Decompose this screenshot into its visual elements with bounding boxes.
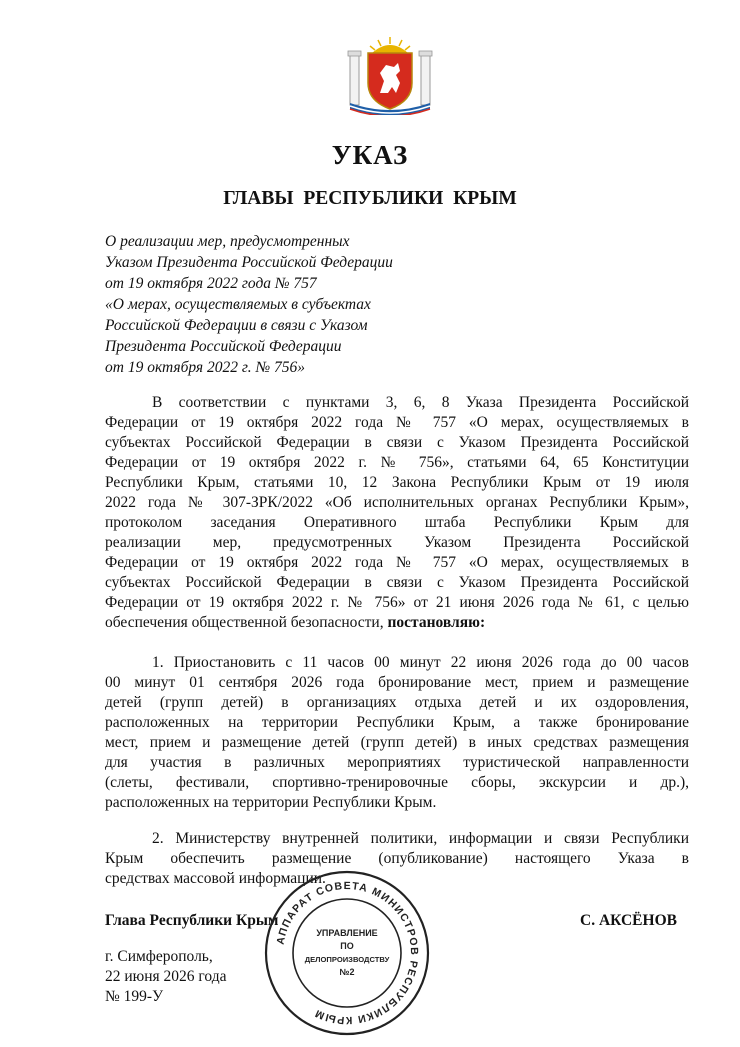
subject-line: от 19 октября 2022 года № 757: [105, 275, 317, 292]
subject-line: от 19 октября 2022 г. № 756»: [105, 359, 305, 376]
subject-line: Указом Президента Российской Федерации: [105, 254, 393, 271]
crimea-coat-of-arms-icon: [344, 37, 436, 115]
preamble-line: Федерации от 19 октября 2022 года № 757 «О мерах, осуществляемых в: [105, 554, 689, 571]
stamp-line: ДЕЛОПРОИЗВОДСТВУ: [304, 955, 390, 964]
subject-line: «О мерах, осуществляемых в субъектах: [105, 296, 371, 313]
preamble-line: Федерации от 19 октября 2022 года № 757 «О мерах, осуществляемых в: [105, 414, 689, 431]
place-line: г. Симферополь,: [105, 948, 213, 965]
item-1-line: (слеты, фестивали, спортивно-тренировочные сборы, экскурсии и др.),: [105, 774, 689, 791]
preamble-last-text: обеспечения общественной безопасности,: [105, 614, 388, 631]
preamble-line: 2022 года № 307-ЗРК/2022 «Об исполнительных органах Республики Крым»,: [105, 494, 689, 511]
item-1-line: 00 минут 01 сентября 2026 года бронирование мест, прием и размещение: [105, 674, 689, 691]
item-2-line: Крым обеспечить размещение (опубликование) настоящего Указа в: [105, 850, 689, 867]
place-date-number: [105, 947, 226, 1007]
item-1-line: 1. Приостановить с 11 часов 00 минут 22 июня 2026 года до 00 часов: [152, 654, 689, 671]
number-line: № 199-У: [105, 988, 164, 1005]
svg-text:АППАРАТ СОВЕТА МИНИСТРОВ РЕСПУ: [275, 880, 421, 1026]
document-title: УКАЗ: [331, 140, 409, 170]
subject-line: Российской Федерации в связи с Указом: [105, 317, 368, 334]
item-2-line: 2. Министерству внутренней политики, информации и связи Республики: [152, 830, 689, 847]
preamble-paragraph: [105, 393, 689, 633]
preamble-line: Республики Крым, статьями 10, 12 Закона Республики Крым от 19 июля: [105, 474, 689, 491]
document-subject: [105, 231, 393, 378]
subject-line: Президента Российской Федерации: [105, 338, 342, 355]
stamp-line: УПРАВЛЕНИЕ: [316, 928, 378, 938]
subject-line: О реализации мер, предусмотренных: [105, 233, 350, 250]
preamble-line: субъектах Российской Федерации в связи с Указом Президента Российской: [105, 574, 689, 591]
official-stamp: [262, 868, 432, 1038]
document-subtitle: ГЛАВЫ РЕСПУБЛИКИ КРЫМ: [223, 188, 517, 209]
stamp-line: №2: [339, 967, 355, 977]
decree-verb: постановляю:: [387, 614, 486, 631]
item-1-line: расположенных на территории Республики Крым, а также бронирование: [105, 714, 689, 731]
preamble-line-last: [105, 613, 689, 633]
date-line: 22 июня 2026 года: [105, 968, 227, 985]
stamp-ring-text: АППАРАТ СОВЕТА МИНИСТРОВ РЕСПУБЛИКИ КРЫМ: [274, 879, 421, 1027]
item-1-line: расположенных на территории Республики Крым.: [105, 794, 437, 811]
signer-position: Глава Республики Крым: [105, 912, 279, 929]
item-2-line: средствах массовой информации.: [105, 870, 326, 887]
preamble-line: протоколом заседания Оперативного штаба Республики Крым для: [105, 514, 689, 531]
preamble-line: В соответствии с пунктами 3, 6, 8 Указа Президента Российской: [152, 394, 689, 411]
item-1-line: для участия в различных мероприятиях туристической направленности: [105, 754, 689, 771]
item-1-line: мест, прием и размещение детей (групп детей) в иных средствах размещения: [105, 734, 689, 751]
signer-name: С. АКСЁНОВ: [580, 912, 677, 929]
item-1-paragraph: [105, 653, 689, 813]
item-1-line: детей (групп детей) в организациях отдыха детей и их оздоровления,: [105, 694, 689, 711]
stamp-line: ПО: [340, 941, 354, 951]
preamble-line: Федерации от 19 октября 2022 г. № 756» от 21 июня 2026 года № 61, с целью: [105, 594, 689, 611]
preamble-line: Федерации от 19 октября 2022 г. № 756», статьями 64, 65 Конституции: [105, 454, 689, 471]
preamble-line: реализации мер, предусмотренных Указом Президента Российской: [105, 534, 689, 551]
preamble-line: субъектах Российской Федерации в связи с Указом Президента Российской: [105, 434, 689, 451]
